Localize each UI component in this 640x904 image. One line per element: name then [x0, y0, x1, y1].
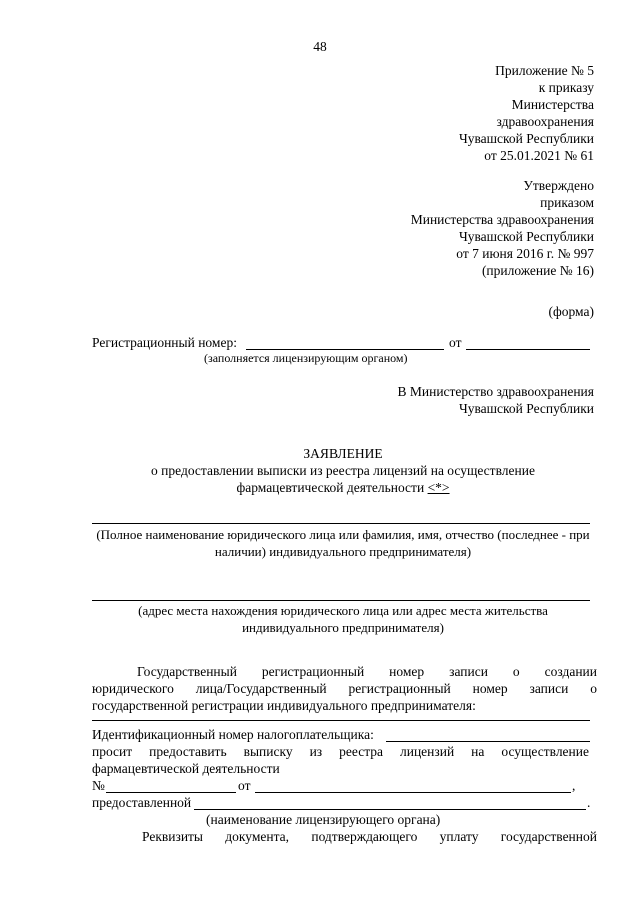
approved-line-5: от 7 июня 2016 г. № 997: [456, 246, 594, 261]
document-subtitle-1: о предоставлении выписки из реестра лицензий на осуществление: [151, 463, 535, 478]
licensing-authority-caption: (наименование лицензирующего органа): [206, 812, 441, 827]
appendix-line-4: здравоохранения: [496, 114, 594, 129]
appendix-line-2: к приказу: [538, 80, 594, 95]
appendix-line-1: Приложение № 5: [495, 63, 594, 78]
document-subtitle-2-text: фармацевтической деятельности: [236, 480, 425, 495]
request-line-2: фармацевтической деятельности: [92, 761, 280, 776]
license-number-sign: №: [92, 778, 105, 793]
reg-record-line-2: юридического лица/Государственный регистрационный номер записи о: [92, 681, 597, 696]
reg-record-line-1: Государственный регистрационный номер записи о создании: [137, 664, 597, 679]
provided-period: .: [587, 795, 591, 810]
applicant-address-caption-2: индивидуального предпринимателя): [242, 620, 444, 635]
provided-label: предоставленной: [92, 795, 192, 810]
license-date-field[interactable]: [255, 792, 571, 793]
applicant-name-field[interactable]: [92, 523, 590, 524]
document-title: ЗАЯВЛЕНИЕ: [303, 446, 383, 461]
inn-field[interactable]: [386, 741, 590, 742]
approved-line-1: Утверждено: [523, 178, 594, 193]
applicant-name-caption-2: наличии) индивидуального предпринимателя): [214, 544, 472, 559]
document-subtitle-2: [90, 479, 596, 496]
requisites-line: Реквизиты документа, подтверждающего уплату государственной: [142, 829, 597, 844]
applicant-address-field[interactable]: [92, 600, 590, 601]
page-number: 48: [313, 39, 327, 54]
registration-from-label: от: [449, 335, 462, 350]
license-comma: ,: [572, 778, 576, 793]
footnote-link[interactable]: <*>: [427, 480, 450, 495]
registration-date-field[interactable]: [466, 349, 590, 350]
applicant-address-caption-1: (адрес места нахождения юридического лица или адрес места жительства: [138, 603, 548, 618]
approved-line-2: приказом: [540, 195, 594, 210]
registration-label: Регистрационный номер:: [92, 335, 237, 350]
form-label: (форма): [548, 304, 594, 319]
registration-note: (заполняется лицензирующим органом): [204, 351, 408, 365]
reg-record-line-3: государственной регистрации индивидуального предпринимателя:: [92, 698, 476, 713]
appendix-line-5: Чувашской Республики: [458, 131, 594, 146]
license-number-field[interactable]: [106, 792, 236, 793]
addressee-line-1: В Министерство здравоохранения: [397, 384, 594, 399]
appendix-line-3: Министерства: [511, 97, 594, 112]
licensing-authority-field[interactable]: [194, 809, 586, 810]
inn-label: Идентификационный номер налогоплательщика:: [92, 727, 374, 742]
approved-line-4: Чувашской Республики: [458, 229, 594, 244]
license-from-label: от: [238, 778, 251, 793]
applicant-name-caption-1: (Полное наименование юридического лица или фамилия, имя, отчество (последнее - при: [96, 527, 590, 542]
approved-line-6: (приложение № 16): [481, 263, 594, 278]
addressee-line-2: Чувашской Республики: [458, 401, 594, 416]
appendix-line-6: от 25.01.2021 № 61: [484, 148, 594, 163]
approved-line-3: Министерства здравоохранения: [410, 212, 594, 227]
reg-record-number-field[interactable]: [92, 720, 590, 721]
request-line-1: просит предоставить выписку из реестра лицензий на осуществление: [92, 744, 589, 759]
